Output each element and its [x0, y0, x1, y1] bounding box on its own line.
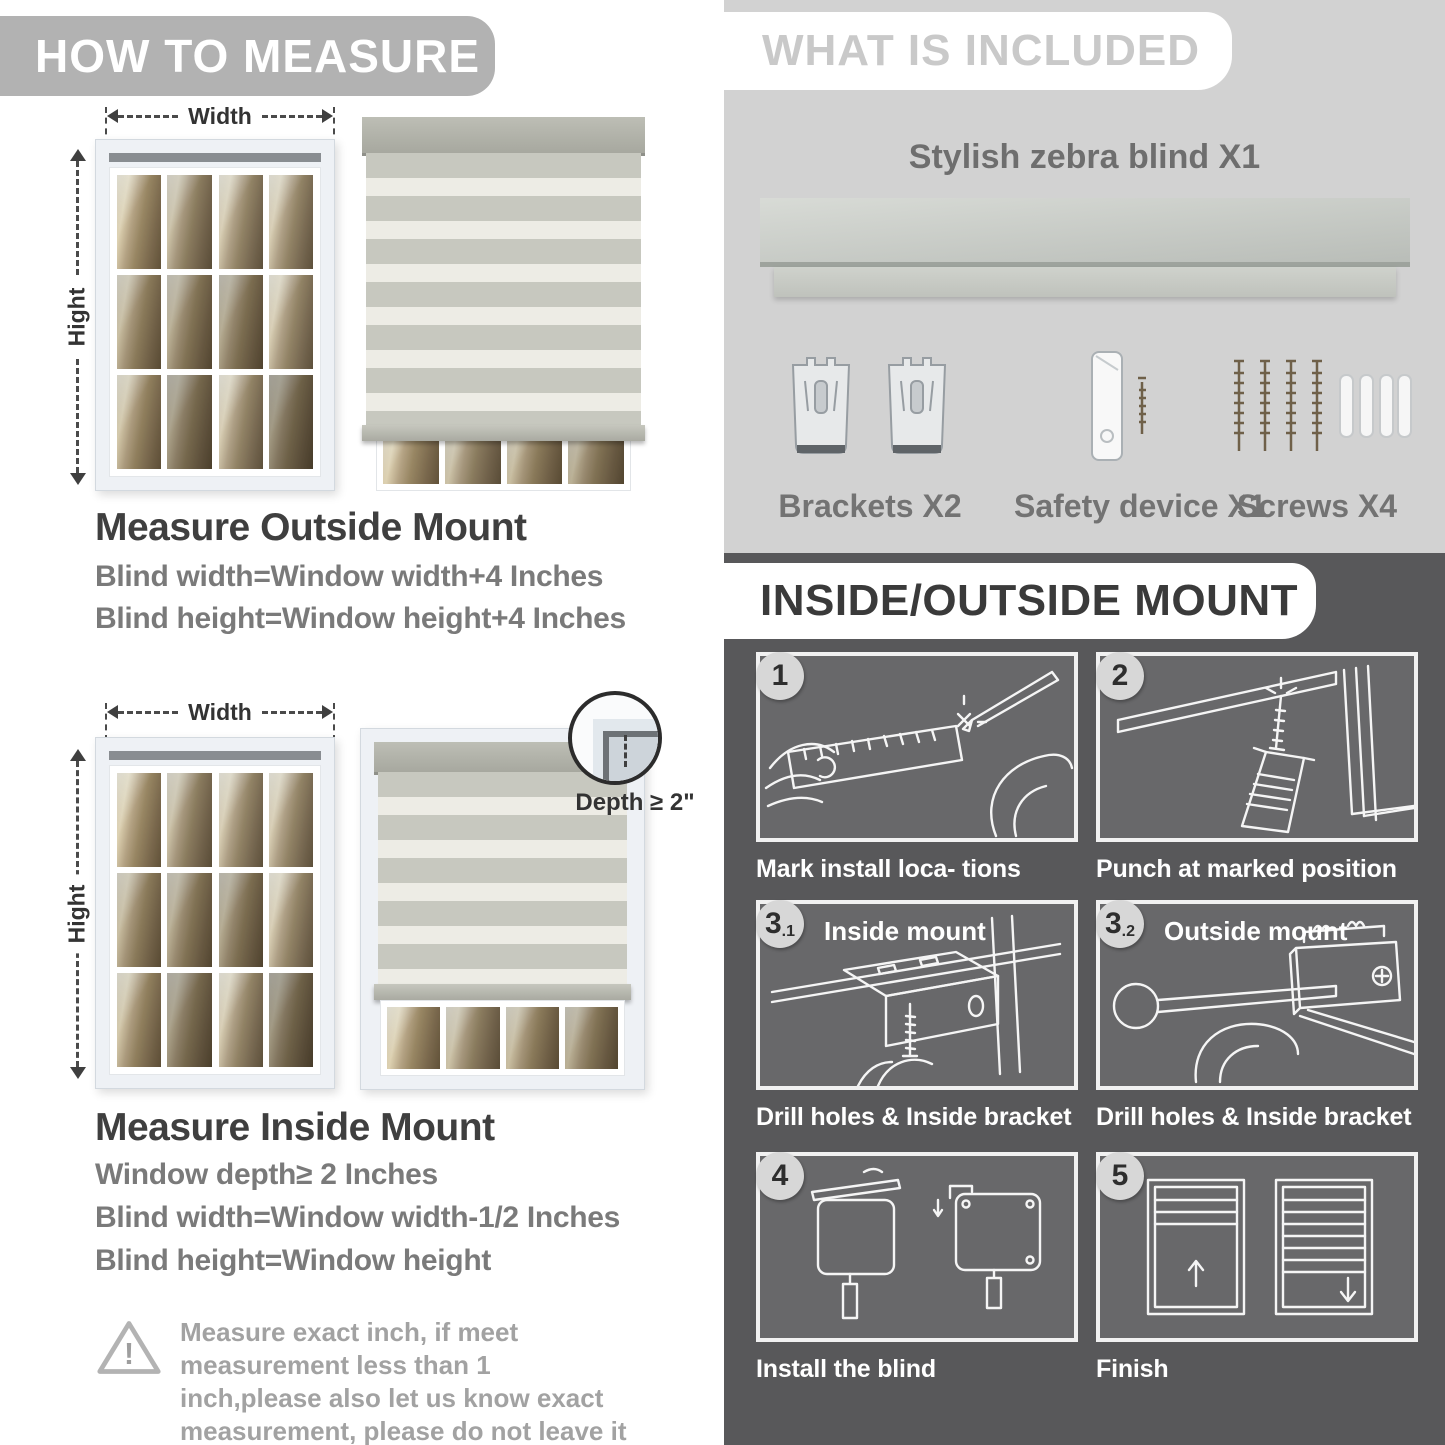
blind-shade-stripes	[366, 153, 641, 425]
blind-bottomrail-illustration	[774, 267, 1396, 297]
step-number-badge: 5	[1096, 1152, 1144, 1200]
width-dimension-annotation	[105, 699, 335, 725]
window-pane	[269, 375, 313, 469]
blind-headrail-illustration	[760, 198, 1410, 267]
inside-outside-mount-section	[724, 553, 1445, 1445]
how-to-measure-header: HOW TO MEASURE	[0, 16, 495, 96]
outside-mount-figure	[60, 101, 700, 496]
arrow-right-icon	[322, 109, 333, 123]
window-panes	[387, 1007, 618, 1069]
window-pane	[167, 375, 211, 469]
window-pane	[219, 873, 263, 967]
zebra-blind-outside-illustration	[362, 117, 645, 491]
height-label: Hight	[64, 875, 91, 954]
mark-locations-illustration	[760, 656, 1074, 838]
screws-icon	[1212, 348, 1422, 466]
inside-mount-figure	[60, 697, 720, 1097]
window-pane	[117, 773, 161, 867]
what-is-included-header: WHAT IS INCLUDED	[724, 12, 1232, 90]
window-pane	[446, 1007, 499, 1069]
window-pane	[219, 973, 263, 1067]
step-1-panel	[756, 652, 1078, 842]
warning-text: Measure exact inch, if meet measurement less than 1 inch,please also let us know exact measurement, please do not leave it	[180, 1317, 627, 1445]
inside-mount-heading: Measure Inside Mount	[95, 1106, 495, 1149]
blind-bottom-rail	[362, 425, 645, 441]
step-4-panel	[756, 1152, 1078, 1342]
arrow-left-icon	[107, 109, 118, 123]
window-sashes	[109, 765, 321, 1075]
window-pane	[269, 275, 313, 369]
height-dimension-annotation	[63, 749, 90, 1079]
window-pane	[506, 1007, 559, 1069]
blind-headrail	[362, 117, 645, 156]
step-number-badge: 2	[1096, 652, 1144, 700]
warning-triangle-icon	[96, 1316, 162, 1378]
window-pane	[219, 773, 263, 867]
window-pane	[219, 275, 263, 369]
arrow-right-icon	[322, 705, 333, 719]
step-5	[1096, 1152, 1418, 1384]
window-pane	[117, 973, 161, 1067]
inside-mount-title: Inside mount	[824, 916, 986, 946]
window-head-bar	[109, 153, 321, 162]
step-3-1-caption: Drill holes & Inside bracket	[756, 1103, 1072, 1131]
window-head-bar	[109, 751, 321, 760]
measurement-warning	[96, 1316, 632, 1445]
step-4-caption: Install the blind	[756, 1355, 936, 1383]
install-blind-illustration	[760, 1156, 1074, 1338]
window-pane	[219, 175, 263, 269]
outside-mount-line1: Blind width=Window width+4 Inches	[95, 560, 604, 593]
drill-illustration	[1100, 656, 1414, 838]
window-pane	[167, 773, 211, 867]
window-pane	[167, 275, 211, 369]
dimension-tick	[333, 703, 335, 741]
height-dimension-annotation	[63, 149, 90, 485]
step-3-1	[756, 900, 1078, 1132]
window-pane	[167, 973, 211, 1067]
width-dimension-annotation	[105, 103, 335, 129]
window-pane	[219, 375, 263, 469]
window-pane	[167, 873, 211, 967]
window-illustration	[95, 139, 335, 491]
window-sash	[117, 773, 212, 1067]
what-is-included-section	[724, 0, 1445, 553]
inside-mount-line1: Window depth≥ 2 Inches	[95, 1158, 438, 1191]
window-sash	[219, 175, 314, 469]
arrow-down-icon	[70, 1067, 86, 1079]
step-number-badge: 3 .2	[1096, 900, 1144, 948]
window-pane	[269, 175, 313, 269]
step-2	[1096, 652, 1418, 884]
step-5-panel	[1096, 1152, 1418, 1342]
exclamation-glyph: !	[123, 1337, 135, 1371]
dimension-line	[262, 115, 322, 118]
brackets-label: Brackets X2	[778, 488, 962, 524]
inside-mount-line2: Blind width=Window width-1/2 Inches	[95, 1201, 621, 1234]
window-pane	[117, 175, 161, 269]
safety-device-icon	[1014, 348, 1214, 466]
window-pane	[387, 1007, 440, 1069]
depth-dashed-line	[624, 735, 627, 768]
included-item-safety-device	[1014, 348, 1267, 525]
screws-label: Screws X4	[1236, 488, 1398, 524]
window-pane	[167, 175, 211, 269]
step-3-2-caption: Drill holes & Inside bracket	[1096, 1103, 1412, 1131]
window-sashes	[109, 167, 321, 477]
included-item-brackets	[772, 348, 968, 525]
finish-illustration	[1100, 1156, 1414, 1338]
step-number-badge: 4	[756, 1152, 804, 1200]
step-5-caption: Finish	[1096, 1355, 1169, 1383]
window-pane	[269, 973, 313, 1067]
arrow-left-icon	[107, 705, 118, 719]
step-2-panel	[1096, 652, 1418, 842]
inside-outside-mount-header: INSIDE/OUTSIDE MOUNT	[724, 563, 1316, 639]
step-3-2-panel	[1096, 900, 1418, 1090]
step-number-badge: 3 .1	[756, 900, 804, 948]
dimension-line	[118, 711, 178, 714]
window-inner-corner	[603, 731, 662, 785]
step-4	[756, 1152, 1078, 1384]
window-sash	[117, 175, 212, 469]
window-pane	[565, 1007, 618, 1069]
depth-detail-inset	[568, 691, 662, 785]
step-3-2	[1096, 900, 1418, 1132]
brackets-icon	[772, 348, 968, 466]
arrow-up-icon	[70, 749, 86, 761]
window-pane	[117, 275, 161, 369]
outside-mount-line2: Blind height=Window height+4 Inches	[95, 602, 626, 635]
outside-mount-title: Outside mount	[1164, 916, 1348, 946]
outside-mount-heading: Measure Outside Mount	[95, 506, 527, 549]
blind-bottom-rail	[374, 984, 631, 1000]
window-peek	[380, 1000, 625, 1076]
window-pane	[269, 773, 313, 867]
dimension-line	[118, 115, 178, 118]
width-label: Width	[188, 698, 252, 725]
window-sash	[219, 773, 314, 1067]
window-pane	[117, 375, 161, 469]
step-3-1-panel	[756, 900, 1078, 1090]
width-label: Width	[188, 102, 252, 129]
depth-label: Depth ≥ 2"	[575, 789, 695, 816]
window-pane	[269, 873, 313, 967]
step-1-caption: Mark install loca- tions	[756, 855, 1021, 883]
window-pane	[117, 873, 161, 967]
safety-device-label: Safety device X1	[1014, 488, 1267, 524]
step-number-badge: 1	[756, 652, 804, 700]
arrow-down-icon	[70, 473, 86, 485]
step-1	[756, 652, 1078, 884]
dimension-line	[262, 711, 322, 714]
product-label: Stylish zebra blind X1	[908, 138, 1261, 176]
height-label: Hight	[64, 278, 91, 357]
step-2-caption: Punch at marked position	[1096, 855, 1397, 883]
arrow-up-icon	[70, 149, 86, 161]
included-item-screws	[1212, 348, 1422, 525]
window-illustration	[95, 737, 335, 1089]
inside-mount-line3: Blind height=Window height	[95, 1244, 492, 1277]
